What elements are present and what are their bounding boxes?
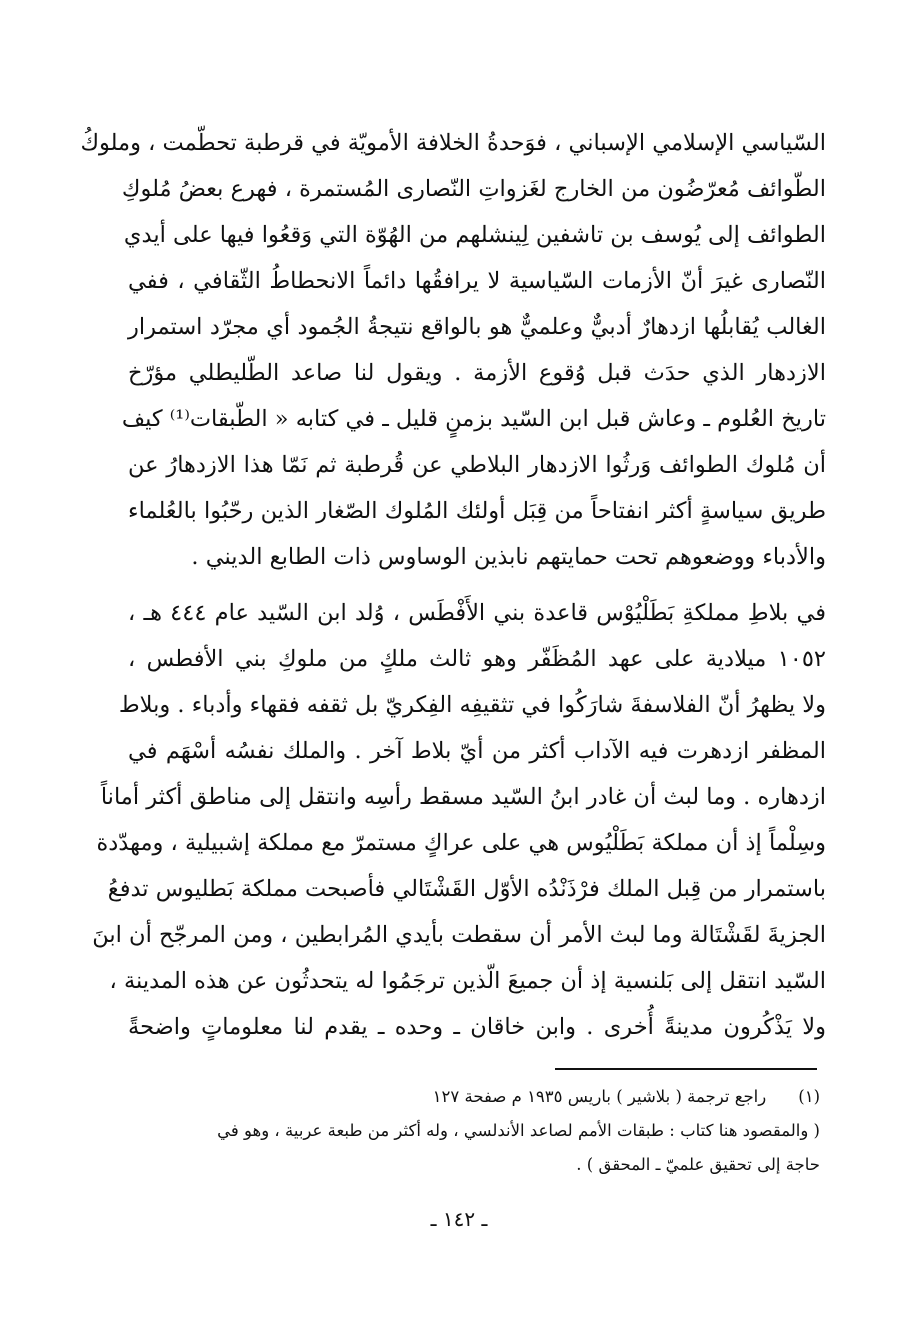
- text-line: ولا يَذْكُرون مدينةً أُخرى . وابن خاقان ـ وحده ـ يقدم لنا معلوماتٍ واضحةً: [128, 1014, 826, 1040]
- footnote-number: (١): [798, 1087, 820, 1106]
- footnote-line: حاجة إلى تحقيق علميّ ـ المحقق ) .: [576, 1155, 820, 1174]
- text-line: النّصارى غيرَ أنّ الأزمات السّياسية لا يرافقُها دائماً الانحطاطُ الثّقافي ، ففي: [128, 268, 826, 294]
- text-line: تاريخ العُلوم ـ وعاش قبل ابن السّيد بزمنٍ قليل ـ في كتابه « الطّبقات⁽¹⁾ كيف: [121, 406, 826, 432]
- text-line: أن مُلوك الطوائف وَرثُوا الازدهار البلاطي عن قُرطبة ثم نَمّا هذا الازدهارُ عن: [128, 452, 826, 478]
- text-line: في بلاطِ مملكةِ بَطَلْيُوْس قاعدة بني الأَفْطَس ، وُلد ابن السّيد عام ٤٤٤ هـ ،: [128, 600, 826, 626]
- text-line: الطوائف إلى يُوسف بن تاشفين لِينشلهم من الهُوّة التي وَقعُوا فيها على أيدي: [123, 222, 826, 248]
- text-line: الطّوائف مُعرّضُون من الخارج لغَزواتِ النّصارى المُستمرة ، فهرع بعضُ مُلوكِ: [121, 176, 826, 202]
- footnote-text: راجع ترجمة ( بلاشير ) باريس ١٩٣٥ م صفحة ١٢٧: [432, 1087, 767, 1106]
- paragraph-spacer: [128, 580, 826, 590]
- text-line: والأدباء ووضعوهم تحت حمايتهم نابذين الوساوس ذات الطابع الديني .: [191, 544, 826, 570]
- footnotes: [128, 1080, 820, 1182]
- text-line: السّياسي الإسلامي الإسباني ، فوَحدةُ الخلافة الأمويّة في قرطبة تحطّمت ، وملوكُ: [80, 130, 826, 156]
- text-line: ازدهاره . وما لبث أن غادر ابنُ السّيد مسقط رأسِه وانتقل إلى مناطق أكثر أماناً: [100, 784, 826, 810]
- paragraph-1: [80, 120, 826, 580]
- text-line: السّيد انتقل إلى بَلنسية إذ أن جميعَ الّذين ترجَمُوا له يتحدثُون عن هذه المدينة ،: [109, 968, 826, 994]
- footnote-line: [128, 1080, 820, 1114]
- paragraph-2: [92, 590, 826, 1050]
- page-number: ـ ١٤٢ ـ: [430, 1207, 488, 1231]
- text-line: المظفر ازدهرت فيه الآداب أكثر من أيّ بلاط آخر . والملك نفسُه أسْهَم في: [128, 738, 826, 764]
- text-line: طريق سياسةٍ أكثر انفتاحاً من قِبَل أولئك المُلوك الصّغار الذين رحّبُوا بالعُلماء: [128, 498, 826, 524]
- text-line: ولا يظهرُ أنّ الفلاسفةَ شارَكُوا في تثقيفِه الفِكريّ بل ثقفه فقهاء وأدباء . وبلاط: [118, 692, 826, 718]
- main-text: [80, 120, 826, 1050]
- text-line: الجزيةَ لقَشْتَالة وما لبث الأمر أن سقطت بأيدي المُرابطين ، ومن المرجّح أن ابنَ: [92, 922, 826, 948]
- footnote-line: ( والمقصود هنا كتاب : طبقات الأمم لصاعد الأندلسي ، وله أكثر من طبعة عربية ، وهو في: [217, 1121, 820, 1140]
- text-line: الغالب يُقابلُها ازدهارٌ أدبيٌّ وعلميٌّ هو بالواقع نتيجةُ الجُمود أي مجرّد استمرار: [128, 314, 826, 340]
- text-line: الازدهار الذي حدَث قبل وُقوع الأزمة . ويقول لنا صاعد الطّليطلي مؤرّخ: [128, 360, 826, 386]
- text-line: وسِلْماً إذ أن مملكة بَطَلْيُوس هي على عراكٍ مستمرّ مع مملكة إشبيلية ، ومهدّدة: [96, 830, 826, 856]
- text-line: ١٠٥٢ ميلادية على عهد المُظَفّر وهو ثالث ملكٍ من ملوكِ بني الأفطس ،: [128, 646, 826, 672]
- footnote-divider: [555, 1068, 817, 1070]
- text-line: باستمرار من قِبل الملك فرْذَنْدُه الأوّل القَشْتَالي فأصبحت مملكة بَطليوس تدفعُ: [107, 876, 826, 902]
